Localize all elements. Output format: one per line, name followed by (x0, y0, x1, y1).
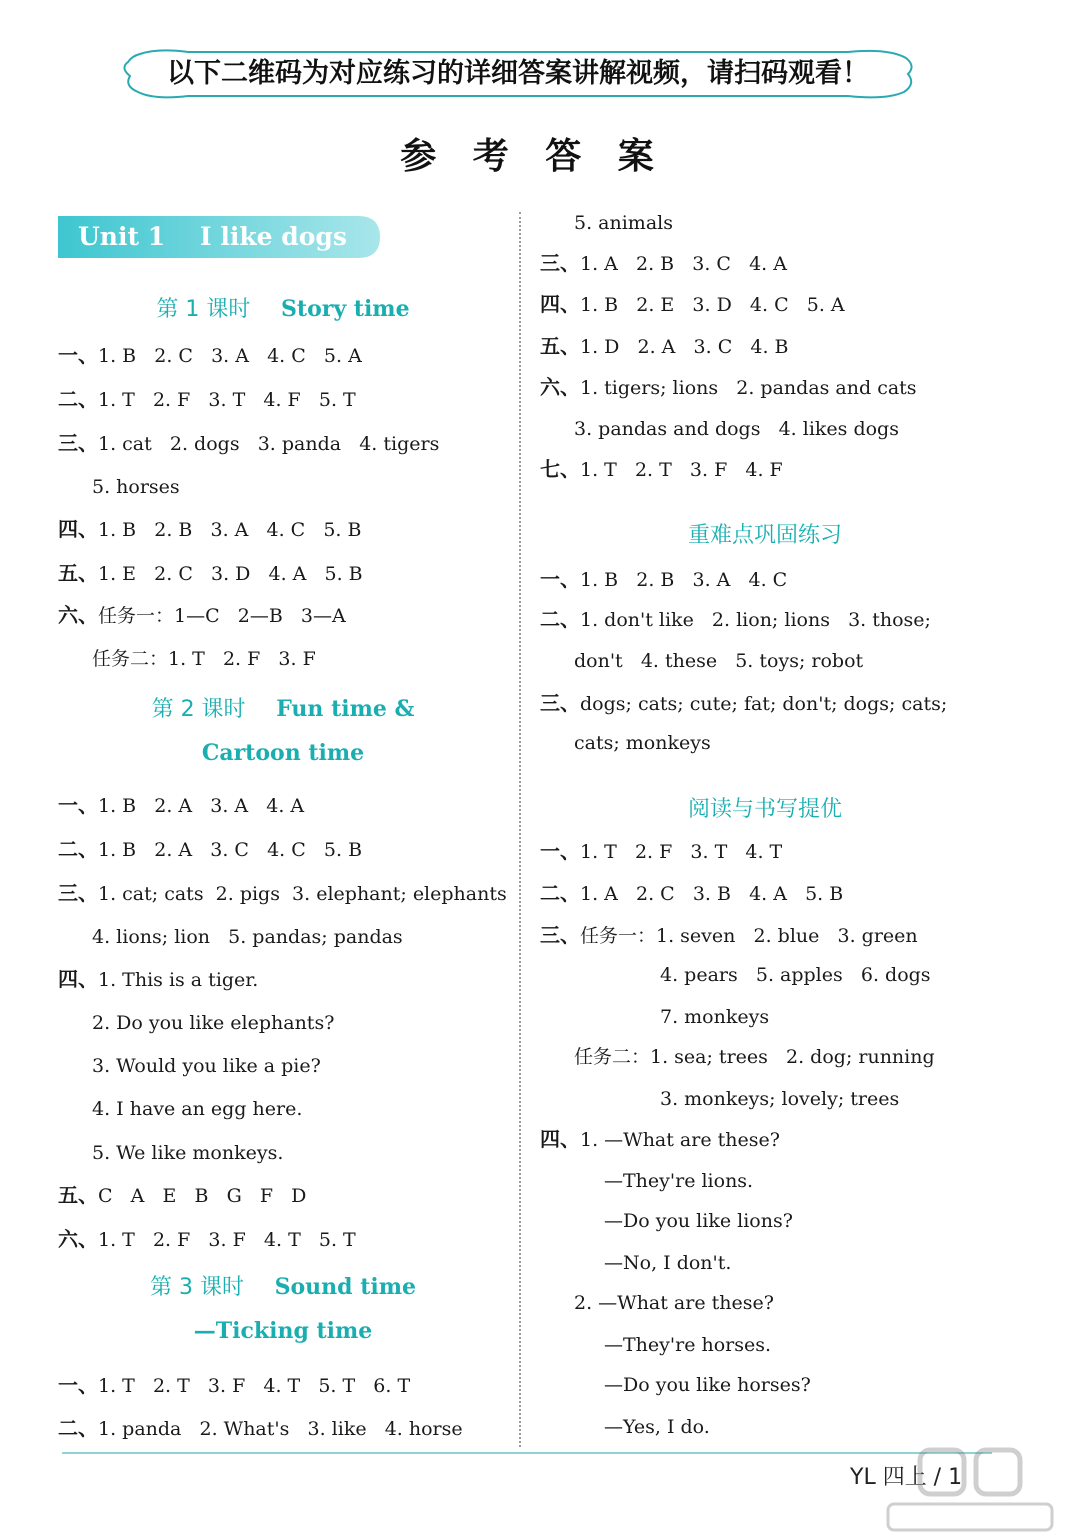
answer-line (540, 606, 931, 633)
question-label: 三、 (58, 431, 98, 455)
question-label: 六、 (540, 375, 580, 399)
question-label: 二、 (58, 837, 98, 861)
answer-text: 1. B 2. A 3. C 4. C 5. B (98, 839, 363, 861)
answer-line (660, 1004, 769, 1030)
answer-text: 5. animals (574, 212, 673, 234)
answer-line (92, 1053, 321, 1079)
question-label: 一、 (58, 343, 98, 367)
bottom-rule (62, 1452, 992, 1454)
lesson-number: 第 3 课时 (149, 1275, 244, 1300)
answer-line (540, 291, 845, 318)
answer-text: 3. pandas and dogs 4. likes dogs (574, 418, 899, 440)
question-label: 四、 (540, 292, 580, 316)
answer-text: 1. don't like 2. lion; lions 3. those; (580, 609, 931, 631)
answer-line (574, 730, 711, 756)
answer-text: 5. We like monkeys. (92, 1142, 284, 1164)
answer-line (58, 560, 363, 587)
question-label: 四、 (540, 1127, 580, 1151)
lesson-number: 阅读与书写提优 (687, 797, 842, 822)
answer-line (58, 602, 346, 629)
question-label: 二、 (58, 1416, 98, 1440)
answer-line (540, 250, 787, 277)
question-label: 三、 (540, 923, 580, 947)
answer-text: 1. T 2. T 3. F 4. T 5. T 6. T (98, 1375, 411, 1397)
answer-line (58, 1372, 410, 1399)
answer-text: 任务二：1. sea; trees 2. dog; running (574, 1046, 935, 1068)
answer-text: 2. Do you like elephants? (92, 1012, 335, 1034)
answer-line (92, 1096, 302, 1122)
answer-line (604, 1208, 793, 1234)
lesson-title: Story time (250, 296, 410, 322)
answer-text: 1. T 2. F 3. T 4. T (580, 841, 783, 863)
question-label: 六、 (58, 1227, 98, 1251)
question-label: 六、 (58, 603, 98, 627)
section-heading (58, 1270, 508, 1301)
answer-line (92, 646, 316, 672)
section-heading (58, 1318, 508, 1344)
lesson-title: Cartoon time (201, 740, 365, 766)
answer-text: 1. B 2. C 3. A 4. C 5. A (98, 345, 362, 367)
question-label: 二、 (540, 881, 580, 905)
question-label: 一、 (540, 567, 580, 591)
section-heading (540, 792, 990, 823)
section-heading (58, 740, 508, 766)
answer-text: 5. horses (92, 476, 180, 498)
answer-text: 1. —What are these? (580, 1129, 780, 1151)
unit-tag (58, 216, 380, 258)
answer-line (604, 1372, 811, 1398)
answer-line (604, 1414, 710, 1440)
answer-text: 1. cat; cats 2. pigs 3. elephant; elephants (98, 883, 507, 905)
answer-line (660, 1086, 899, 1112)
answer-text: 1. B 2. B 3. A 4. C (580, 569, 788, 591)
answer-text: 1. A 2. B 3. C 4. A (580, 253, 787, 275)
answer-text: 1. T 2. T 3. F 4. F (580, 459, 783, 481)
answer-text: 4. pears 5. apples 6. dogs (660, 964, 931, 986)
answer-line (574, 648, 863, 674)
answer-text: 1. panda 2. What's 3. like 4. horse (98, 1418, 463, 1440)
answer-line (540, 374, 917, 401)
answer-text: 1. E 2. C 3. D 4. A 5. B (98, 563, 363, 585)
answer-line (540, 922, 918, 949)
answer-text: 任务二：1. T 2. F 3. F (92, 648, 316, 670)
answer-line (58, 880, 507, 907)
question-label: 三、 (540, 251, 580, 275)
question-label: 七、 (540, 457, 580, 481)
video-banner (118, 46, 918, 102)
answer-line (92, 924, 403, 950)
answer-line (540, 880, 843, 907)
answer-text: 任务一：1. seven 2. blue 3. green (580, 925, 918, 947)
answer-line (58, 966, 258, 993)
unit-title: Unit 1 I like dogs (78, 222, 347, 251)
answer-line (58, 342, 362, 369)
lesson-number: 第 1 课时 (156, 297, 251, 322)
answer-line (92, 1010, 334, 1036)
answer-text: cats; monkeys (574, 732, 711, 754)
answer-text: 1. D 2. A 3. C 4. B (580, 336, 789, 358)
answer-line (92, 1140, 283, 1166)
answer-text: 任务一：1—C 2—B 3—A (98, 605, 346, 627)
page-title: 参 考 答 案 (400, 136, 666, 177)
answer-line (58, 792, 304, 819)
column-divider (519, 212, 521, 1447)
question-label: 二、 (58, 387, 98, 411)
question-label: 一、 (58, 793, 98, 817)
answer-text: —Do you like lions? (604, 1210, 793, 1232)
answer-line (540, 456, 783, 483)
question-label: 五、 (58, 561, 98, 585)
question-label: 四、 (58, 967, 98, 991)
answer-line (58, 386, 356, 413)
answer-text: 1. B 2. E 3. D 4. C 5. A (580, 294, 845, 316)
page-footer: YL 四上 / 1 (850, 1465, 963, 1490)
answer-line (540, 1126, 780, 1153)
question-label: 二、 (540, 607, 580, 631)
answer-line (540, 566, 787, 593)
section-heading (58, 292, 508, 323)
answer-text: 1. This is a tiger. (98, 969, 259, 991)
answer-line (660, 962, 931, 988)
question-label: 一、 (540, 839, 580, 863)
question-label: 五、 (540, 334, 580, 358)
answer-text: C A E B G F D (98, 1185, 307, 1207)
answer-line (604, 1332, 771, 1358)
answer-line (574, 416, 899, 442)
answer-text: 4. I have an egg here. (92, 1098, 303, 1120)
answer-line (58, 1415, 463, 1442)
answer-line (574, 1044, 935, 1070)
section-heading (58, 692, 508, 723)
answer-line (604, 1250, 731, 1276)
answer-text: 1. B 2. A 3. A 4. A (98, 795, 305, 817)
answer-text: 1. cat 2. dogs 3. panda 4. tigers (98, 433, 440, 455)
question-label: 一、 (58, 1373, 98, 1397)
answer-line (58, 516, 361, 543)
banner-text: 以下二维码为对应练习的详细答案讲解视频，请扫码观看！ (167, 58, 869, 89)
lesson-number: 第 2 课时 (151, 697, 246, 722)
answer-text: 4. lions; lion 5. pandas; pandas (92, 926, 403, 948)
question-label: 三、 (540, 691, 580, 715)
question-label: 四、 (58, 517, 98, 541)
answer-line (604, 1168, 753, 1194)
answer-text: —They're horses. (604, 1334, 772, 1356)
answer-line (540, 333, 788, 360)
answer-text: 3. Would you like a pie? (92, 1055, 321, 1077)
answer-line (574, 210, 673, 236)
answer-text: —Do you like horses? (604, 1374, 811, 1396)
answer-line (58, 430, 439, 457)
lesson-title: —Ticking time (193, 1318, 373, 1344)
answer-text: —Yes, I do. (604, 1416, 710, 1438)
answer-text: 2. —What are these? (574, 1292, 774, 1314)
lesson-title: Sound time (243, 1274, 416, 1300)
answer-line (540, 838, 782, 865)
answer-text: 1. A 2. C 3. B 4. A 5. B (580, 883, 844, 905)
lesson-number: 重难点巩固练习 (687, 523, 842, 548)
section-heading (540, 518, 990, 549)
answer-line (540, 690, 947, 717)
question-label: 三、 (58, 881, 98, 905)
answer-text: dogs; cats; cute; fat; don't; dogs; cats; (580, 693, 948, 715)
answer-line (92, 474, 180, 500)
answer-line (58, 1226, 356, 1253)
answer-line (58, 836, 362, 863)
answer-text: —No, I don't. (604, 1252, 732, 1274)
answer-text: 3. monkeys; lovely; trees (660, 1088, 900, 1110)
answer-text: 1. B 2. B 3. A 4. C 5. B (98, 519, 362, 541)
answer-line (58, 1182, 306, 1209)
question-label: 五、 (58, 1183, 98, 1207)
answer-text: 1. T 2. F 3. T 4. F 5. T (98, 389, 356, 411)
watermark-logo-icon (880, 1444, 1060, 1536)
answer-text: don't 4. these 5. toys; robot (574, 650, 864, 672)
answer-text: —They're lions. (604, 1170, 754, 1192)
answer-line (574, 1290, 774, 1316)
answer-text: 1. T 2. F 3. F 4. T 5. T (98, 1229, 356, 1251)
lesson-title: Fun time & (245, 696, 415, 722)
answer-text: 7. monkeys (660, 1006, 770, 1028)
answer-text: 1. tigers; lions 2. pandas and cats (580, 377, 917, 399)
